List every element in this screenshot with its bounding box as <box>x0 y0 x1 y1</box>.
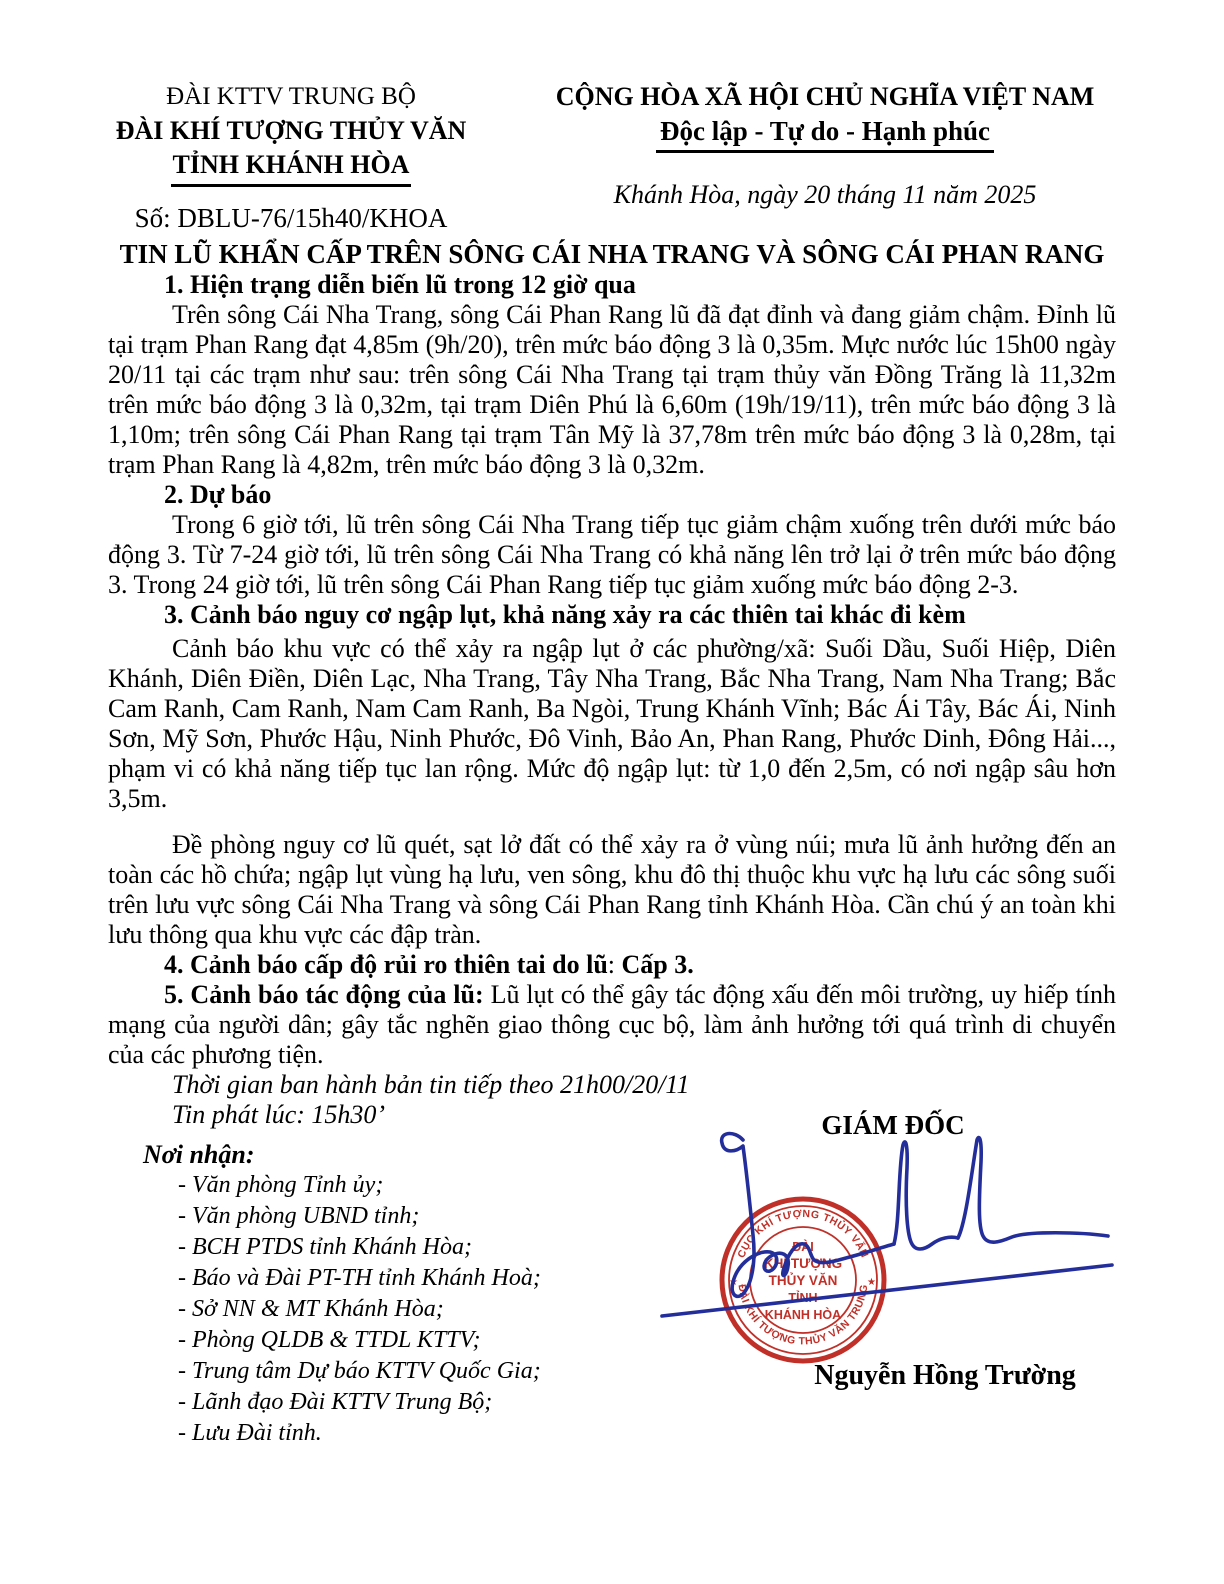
seal-ring-text-bottom: ĐÀI KHÍ TƯỢNG THỦY VĂN TRUNG <box>735 1283 871 1348</box>
section-3-heading: 3. Cảnh báo nguy cơ ngập lụt, khả năng xảy ra các thiên tai khác đi kèm <box>164 600 966 629</box>
section-2-heading: 2. Dự báo <box>164 480 272 509</box>
recipient-item: - Lưu Đài tỉnh. <box>178 1420 322 1446</box>
recipient-item: - Báo và Đài PT-TH tỉnh Khánh Hoà; <box>178 1265 541 1291</box>
document-number: Số: DBLU-76/15h40/KHOA <box>134 203 448 233</box>
section-5-heading: 5. Cảnh báo tác động của lũ: <box>164 980 484 1009</box>
agency-name: ĐÀI KHÍ TƯỢNG THỦY VĂN <box>115 116 467 145</box>
section-5-body: Lũ lụt có thể gây tác động xấu đến môi trường, uy hiếp tính mạng của người dân; gây tắc nghẽn giao thông cục bộ, làm ảnh hưởng tới quá trình di chuyển của các phương tiện. <box>108 980 1116 1069</box>
signer-name: Nguyễn Hồng Trường <box>814 1360 1076 1391</box>
seal-center-line: THỦY VĂN <box>768 1273 838 1288</box>
star-icon: ★ <box>867 1277 876 1288</box>
issuing-agency-block <box>96 80 486 235</box>
seal-ring-text-top: CỤC KHÍ TƯỢNG THỦY VĂN <box>735 1207 871 1260</box>
recipient-item: - BCH PTDS tỉnh Khánh Hòa; <box>178 1234 472 1260</box>
section-4-line <box>108 950 1116 980</box>
handwritten-signature <box>660 1110 1200 1320</box>
star-icon: ★ <box>729 1277 738 1288</box>
section-2-paragraph: Trong 6 giờ tới, lũ trên sông Cái Nha Trang tiếp tục giảm chậm xuống trên dưới mức báo động 3. Từ 7-24 giờ tới, lũ trên sông Cái Nha Trang có khả năng lên trở lại ở trên mức báo động 3. Trong 24 giờ tới, lũ trên sông Cái Phan Rang tiếp tục giảm xuống mức báo động 2-3. <box>108 510 1116 599</box>
issue-time: Tin phát lúc: 15h30’ <box>172 1100 386 1129</box>
seal-center-line: KHÁNH HÒA <box>764 1308 842 1322</box>
section-1-heading: 1. Hiện trạng diễn biến lũ trong 12 giờ qua <box>164 270 636 299</box>
seal-center-line: KHÍ TƯỢNG <box>763 1256 843 1271</box>
recipient-item: - Lãnh đạo Đài KTTV Trung Bộ; <box>178 1389 493 1415</box>
section-1-paragraph: Trên sông Cái Nha Trang, sông Cái Phan Rang lũ đã đạt đỉnh và đang giảm chậm. Đỉnh lũ tại trạm Phan Rang đạt 4,85m (9h/20), trên mức báo động 3 là 0,35m. Mực nước lúc 15h00 ngày 20/11 tại các trạm như sau: trên sông Cái Nha Trang tại trạm thủy văn Đồng Trăng là 11,32m trên mức báo động 3 là 0,32m, tại trạm Diên Phú là 6,60m (19h/19/11), trên mức báo động 3 là 1,10m; trên sông Cái Phan Rang tại trạm Tân Mỹ là 37,78m trên mức báo động 3 là 0,28m, tại trạm Phan Rang là 4,82m, trên mức báo động 3 là 0,32m. <box>108 300 1116 479</box>
national-header-block <box>545 80 1105 212</box>
section-3-paragraph-2: Đề phòng nguy cơ lũ quét, sạt lở đất có thể xảy ra ở vùng núi; mưa lũ ảnh hưởng đến an toàn các hồ chứa; ngập lụt vùng hạ lưu, ven sông, khu đô thị thuộc khu vực hạ lưu các sông suối trên lưu vực sông Cái Nha Trang và sông Cái Phan Rang tỉnh Khánh Hòa. Cần chú ý an toàn khi lưu thông qua khu vực các đập tràn. <box>108 830 1116 949</box>
signature-stroke <box>662 1265 1112 1316</box>
recipients-label: Nơi nhận: <box>143 1140 255 1169</box>
signer-title: GIÁM ĐỐC <box>821 1110 965 1140</box>
section-3-paragraph-1: Cảnh báo khu vực có thể xảy ra ngập lụt ở các phường/xã: Suối Dầu, Suối Hiệp, Diên Khánh, Diên Điền, Diên Lạc, Nha Trang, Tây Nha Trang, Bắc Nha Trang, Nam Nha Trang; Bắc Cam Ranh, Cam Ranh, Nam Cam Ranh, Ba Ngòi, Trung Khánh Vĩnh; Bác Ái Tây, Bác Ái, Ninh Sơn, Mỹ Sơn, Phước Hậu, Ninh Phước, Đô Vinh, Bảo An, Phan Rang, Phước Dinh, Đông Hải..., phạm vi có khả năng tiếp tục lan rộng. Mức độ ngập lụt: từ 1,0 đến 2,5m, có nơi ngập sâu hơn 3,5m. <box>108 634 1116 813</box>
section-4-heading: 4. Cảnh báo cấp độ rủi ro thiên tai do lũ <box>164 950 608 979</box>
parent-agency: ĐÀI KTTV TRUNG BỘ <box>166 83 416 110</box>
document-title: TIN LŨ KHẨN CẤP TRÊN SÔNG CÁI NHA TRANG VÀ SÔNG CÁI PHAN RANG <box>119 239 1105 269</box>
section-4-separator: : <box>607 950 622 979</box>
signature-stroke <box>894 1142 958 1249</box>
recipient-item: - Phòng QLDB & TTDL KTTV; <box>178 1327 481 1353</box>
next-bulletin-time: Thời gian ban hành bản tin tiếp theo 21h00/20/11 <box>172 1070 690 1099</box>
country-motto-line2: Độc lập - Tự do - Hạnh phúc <box>545 114 1105 153</box>
signature-stroke <box>958 1138 1108 1243</box>
section-4-value: Cấp 3. <box>621 950 694 979</box>
seal-center-line: TỈNH <box>788 1291 818 1305</box>
agency-province: TỈNH KHÁNH HÒA <box>96 148 486 187</box>
seal-center-line: ĐÀI <box>792 1240 814 1254</box>
recipient-item: - Sở NN & MT Khánh Hòa; <box>178 1296 444 1322</box>
recipient-item: - Văn phòng Tỉnh ủy; <box>178 1172 384 1198</box>
section-5-paragraph <box>108 980 1116 1070</box>
recipient-item: - Văn phòng UBND tỉnh; <box>178 1203 420 1229</box>
place-date-line: Khánh Hòa, ngày 20 tháng 11 năm 2025 <box>613 180 1037 209</box>
signature-stroke <box>722 1134 894 1297</box>
recipient-item: - Trung tâm Dự báo KTTV Quốc Gia; <box>178 1358 541 1384</box>
country-motto-line1: CỘNG HÒA XÃ HỘI CHỦ NGHĨA VIỆT NAM <box>555 82 1095 111</box>
